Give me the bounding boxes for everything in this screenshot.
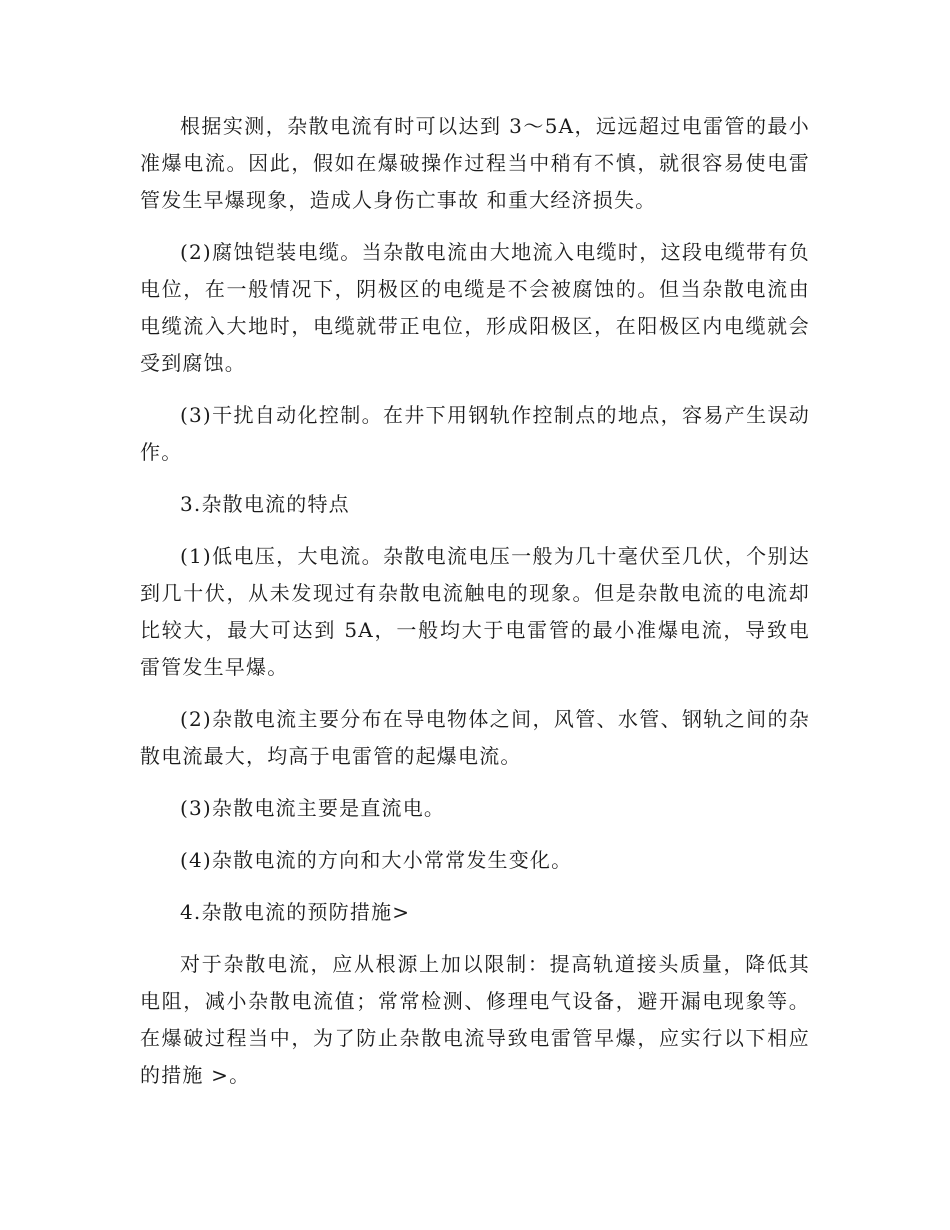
paragraph-automation-interference: (3)干扰自动化控制。在井下用钢轨作控制点的地点，容易产生误动作。 bbox=[140, 403, 810, 464]
paragraph-direct-current: (3)杂散电流主要是直流电。 bbox=[180, 796, 446, 820]
section-heading-prevention: 4.杂散电流的预防措施> bbox=[180, 900, 411, 924]
paragraph-cable-corrosion: (2)腐蚀铠装电缆。当杂散电流由大地流入电缆时，这段电缆带有负电位，在一般情况下，阴极区的电缆是不会被腐蚀的。但当杂散电流由电缆流入大地时，电缆就带正电位，形成阳极区，在阳极区内电缆就会受到腐蚀。 bbox=[140, 240, 810, 375]
section-heading-characteristics: 3.杂散电流的特点 bbox=[180, 492, 350, 516]
paragraph-prevention-measures: 对于杂散电流，应从根源上加以限制：提高轨道接头质量，降低其电阻，减小杂散电流值；常常检测、修理电气设备，避开漏电现象等。 在爆破过程当中，为了防止杂散电流导致电雷管早爆，应实行以下相应的措施 >。 bbox=[140, 952, 810, 1087]
paragraph-distribution: (2)杂散电流主要分布在导电物体之间，风管、水管、钢轨之间的杂散电流最大，均高于电雷管的起爆电流。 bbox=[140, 707, 810, 768]
paragraph-low-voltage-high-current: (1)低电压，大电流。杂散电流电压一般为几十毫伏至几伏，个别达到几十伏，从未发现过有杂散电流触电的现象。但是杂散电流的电流却比较大，最大可达到 5A，一般均大于电雷管的最小准爆电流，导致电雷管发生早爆。 bbox=[140, 544, 810, 679]
paragraph-direction-variation: (4)杂散电流的方向和大小常常发生变化。 bbox=[180, 848, 573, 872]
paragraph-measured-current: 根据实测，杂散电流有时可以达到 3～5A，远远超过电雷管的最小准爆电流。因此，假如在爆破操作过程当中稍有不慎，就很容易使电雷管发生早爆现象，造成人身伤亡事故 和重大经济损失。 bbox=[140, 114, 810, 212]
document-body bbox=[140, 108, 810, 1094]
